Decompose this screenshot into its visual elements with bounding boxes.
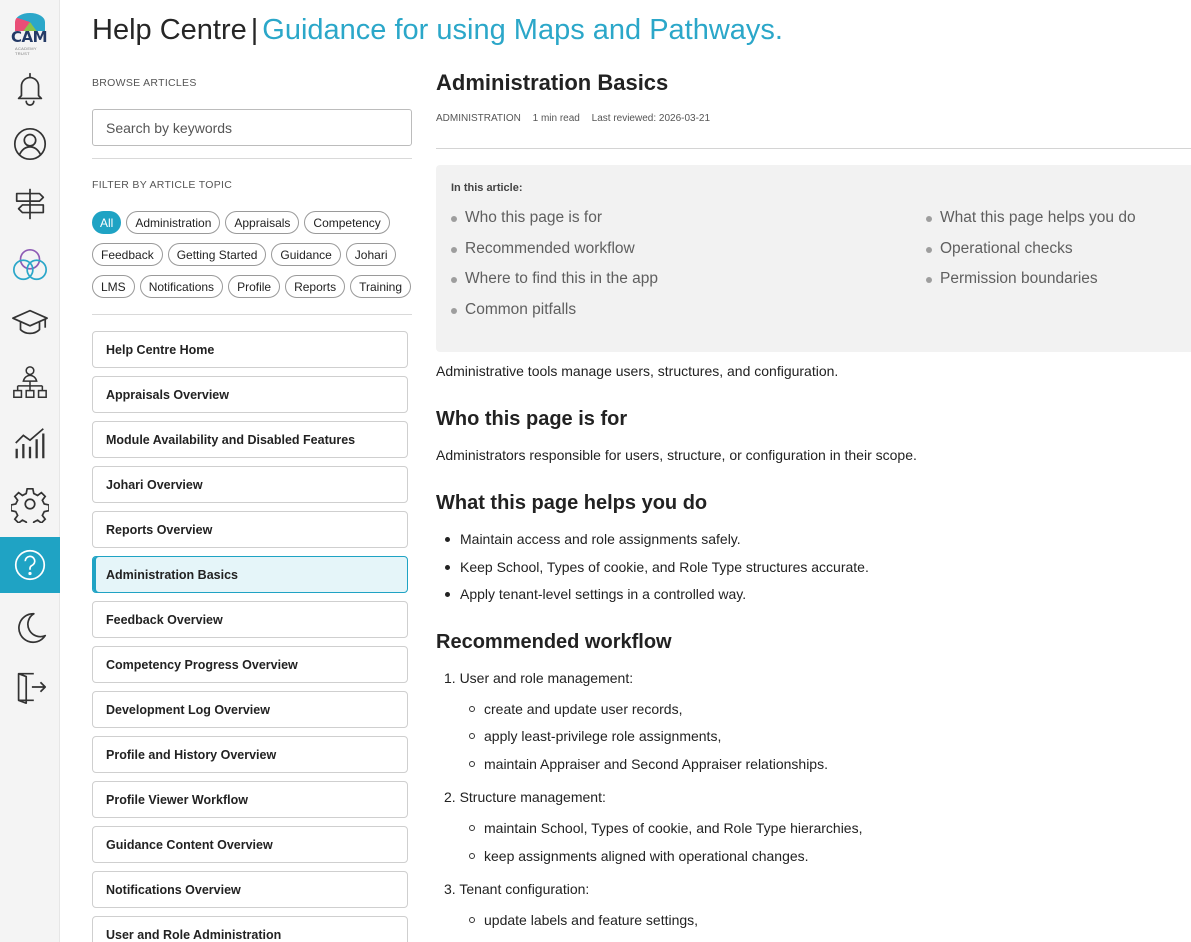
- topic-chip-competency[interactable]: Competency: [304, 211, 389, 234]
- helps-list: [436, 531, 869, 614]
- rail-profile[interactable]: [0, 116, 60, 172]
- rail-training[interactable]: [0, 294, 60, 350]
- article-link-notifications-overview[interactable]: Notifications Overview: [92, 871, 408, 908]
- article-link-profile-and-history-overview[interactable]: Profile and History Overview: [92, 736, 408, 773]
- article-link-feedback-overview[interactable]: Feedback Overview: [92, 601, 408, 638]
- rail-logout[interactable]: [0, 659, 60, 715]
- list-item: Maintain access and role assignments safely.: [436, 531, 869, 559]
- topic-chip-all[interactable]: All: [92, 211, 121, 234]
- page-header: [92, 12, 783, 48]
- topic-chip-guidance[interactable]: Guidance: [271, 243, 340, 266]
- workflow-substep: keep assignments aligned with operational changes.: [484, 848, 809, 864]
- bell-icon: [11, 69, 49, 107]
- bar-chart-icon: [11, 424, 49, 462]
- article-link-johari-overview[interactable]: Johari Overview: [92, 466, 408, 503]
- rail-theme-toggle[interactable]: [0, 600, 60, 656]
- article-category: ADMINISTRATION: [436, 113, 521, 124]
- topic-chip-administration[interactable]: Administration: [126, 211, 220, 234]
- rail-notifications[interactable]: [0, 60, 60, 116]
- rail-structure[interactable]: [0, 355, 60, 411]
- toc-link-common-pitfalls[interactable]: Common pitfalls: [451, 301, 658, 332]
- article-link-profile-viewer-workflow[interactable]: Profile Viewer Workflow: [92, 781, 408, 818]
- topic-chip-feedback[interactable]: Feedback: [92, 243, 163, 266]
- logout-icon: [11, 668, 49, 706]
- section-heading-workflow: Recommended workflow: [436, 631, 672, 653]
- toc-link-who-this-page-is-for[interactable]: Who this page is for: [451, 209, 658, 240]
- divider: [92, 314, 412, 315]
- toc-column-1: [451, 209, 658, 332]
- toc-link-operational-checks[interactable]: Operational checks: [926, 240, 1136, 271]
- list-item: Apply tenant-level settings in a controlled way.: [436, 586, 869, 614]
- divider: [436, 148, 1191, 149]
- logo-text: CAM: [11, 28, 48, 46]
- article-read-time: 1 min read: [532, 113, 580, 124]
- article-link-user-and-role-administration[interactable]: User and Role Administration: [92, 916, 408, 942]
- cam-logo[interactable]: [9, 13, 49, 56]
- workflow-substep: maintain School, Types of cookie, and Role Type hierarchies,: [484, 820, 863, 836]
- workflow-substep: update labels and feature settings,: [484, 912, 699, 928]
- help-icon: [11, 546, 49, 584]
- topic-chip-notifications[interactable]: Notifications: [140, 275, 223, 298]
- org-chart-icon: [11, 364, 49, 402]
- workflow-substep: create and update user records,: [484, 701, 683, 717]
- workflow-substep: maintain Appraiser and Second Appraiser relationships.: [484, 756, 828, 772]
- toc-link-permission-boundaries[interactable]: Permission boundaries: [926, 270, 1136, 301]
- article-link-appraisals-overview[interactable]: Appraisals Overview: [92, 376, 408, 413]
- workflow-step: 3. Tenant configuration:: [444, 881, 590, 897]
- article-list: [92, 331, 408, 942]
- page-subtitle: Guidance for using Maps and Pathways.: [262, 14, 783, 46]
- venn-icon: [11, 246, 49, 284]
- topic-chip-johari[interactable]: Johari: [346, 243, 397, 266]
- divider: [92, 158, 412, 159]
- search-input[interactable]: [92, 109, 412, 146]
- article-link-development-log-overview[interactable]: Development Log Overview: [92, 691, 408, 728]
- article-link-guidance-content-overview[interactable]: Guidance Content Overview: [92, 826, 408, 863]
- rail-johari[interactable]: [0, 237, 60, 293]
- article-intro: Administrative tools manage users, structures, and configuration.: [436, 363, 839, 379]
- section-text-who: Administrators responsible for users, structure, or configuration in their scope.: [436, 447, 917, 463]
- gear-icon: [11, 485, 49, 523]
- article-link-help-centre-home[interactable]: Help Centre Home: [92, 331, 408, 368]
- article-link-administration-basics[interactable]: Administration Basics: [92, 556, 408, 593]
- article-link-reports-overview[interactable]: Reports Overview: [92, 511, 408, 548]
- article-title: Administration Basics: [436, 70, 669, 95]
- filter-label: FILTER BY ARTICLE TOPIC: [92, 179, 233, 191]
- topic-chip-appraisals[interactable]: Appraisals: [225, 211, 299, 234]
- toc-link-where-to-find-this-in-the-app[interactable]: Where to find this in the app: [451, 270, 658, 301]
- section-heading-who: Who this page is for: [436, 408, 628, 430]
- user-circle-icon: [11, 125, 49, 163]
- topic-chip-training[interactable]: Training: [350, 275, 411, 298]
- toc-label: In this article:: [451, 182, 523, 194]
- article-link-competency-progress-overview[interactable]: Competency Progress Overview: [92, 646, 408, 683]
- browse-label: BROWSE ARTICLES: [92, 77, 197, 89]
- graduation-cap-icon: [11, 303, 49, 341]
- rail-help[interactable]: [0, 537, 60, 593]
- article-meta: [436, 113, 719, 124]
- article-reviewed-date: Last reviewed: 2026-03-21: [591, 113, 711, 124]
- rail-settings[interactable]: [0, 476, 60, 532]
- list-item: Keep School, Types of cookie, and Role Type structures accurate.: [436, 559, 869, 587]
- rail-reports[interactable]: [0, 415, 60, 471]
- moon-icon: [11, 609, 49, 647]
- topic-filter-chips: [92, 211, 417, 298]
- topic-chip-lms[interactable]: LMS: [92, 275, 135, 298]
- workflow-step: 2. Structure management:: [444, 789, 606, 805]
- workflow-substep: apply least-privilege role assignments,: [484, 728, 722, 744]
- rail-pathways[interactable]: [0, 176, 60, 232]
- signpost-icon: [11, 185, 49, 223]
- topic-chip-reports[interactable]: Reports: [285, 275, 345, 298]
- page-title: Help Centre: [92, 14, 247, 46]
- topic-chip-profile[interactable]: Profile: [228, 275, 280, 298]
- article-link-module-availability-and-disabled-features[interactable]: Module Availability and Disabled Features: [92, 421, 408, 458]
- workflow-step: 1. User and role management:: [444, 670, 634, 686]
- topic-chip-getting-started[interactable]: Getting Started: [168, 243, 267, 266]
- title-separator: |: [250, 14, 259, 46]
- icon-rail: [0, 0, 60, 942]
- toc-link-what-this-page-helps-you-do[interactable]: What this page helps you do: [926, 209, 1136, 240]
- section-heading-helps: What this page helps you do: [436, 492, 708, 514]
- logo-subtext: ACADEMY TRUST: [15, 46, 37, 56]
- toc-link-recommended-workflow[interactable]: Recommended workflow: [451, 240, 658, 271]
- table-of-contents: [436, 165, 1191, 352]
- toc-column-2: [926, 209, 1136, 301]
